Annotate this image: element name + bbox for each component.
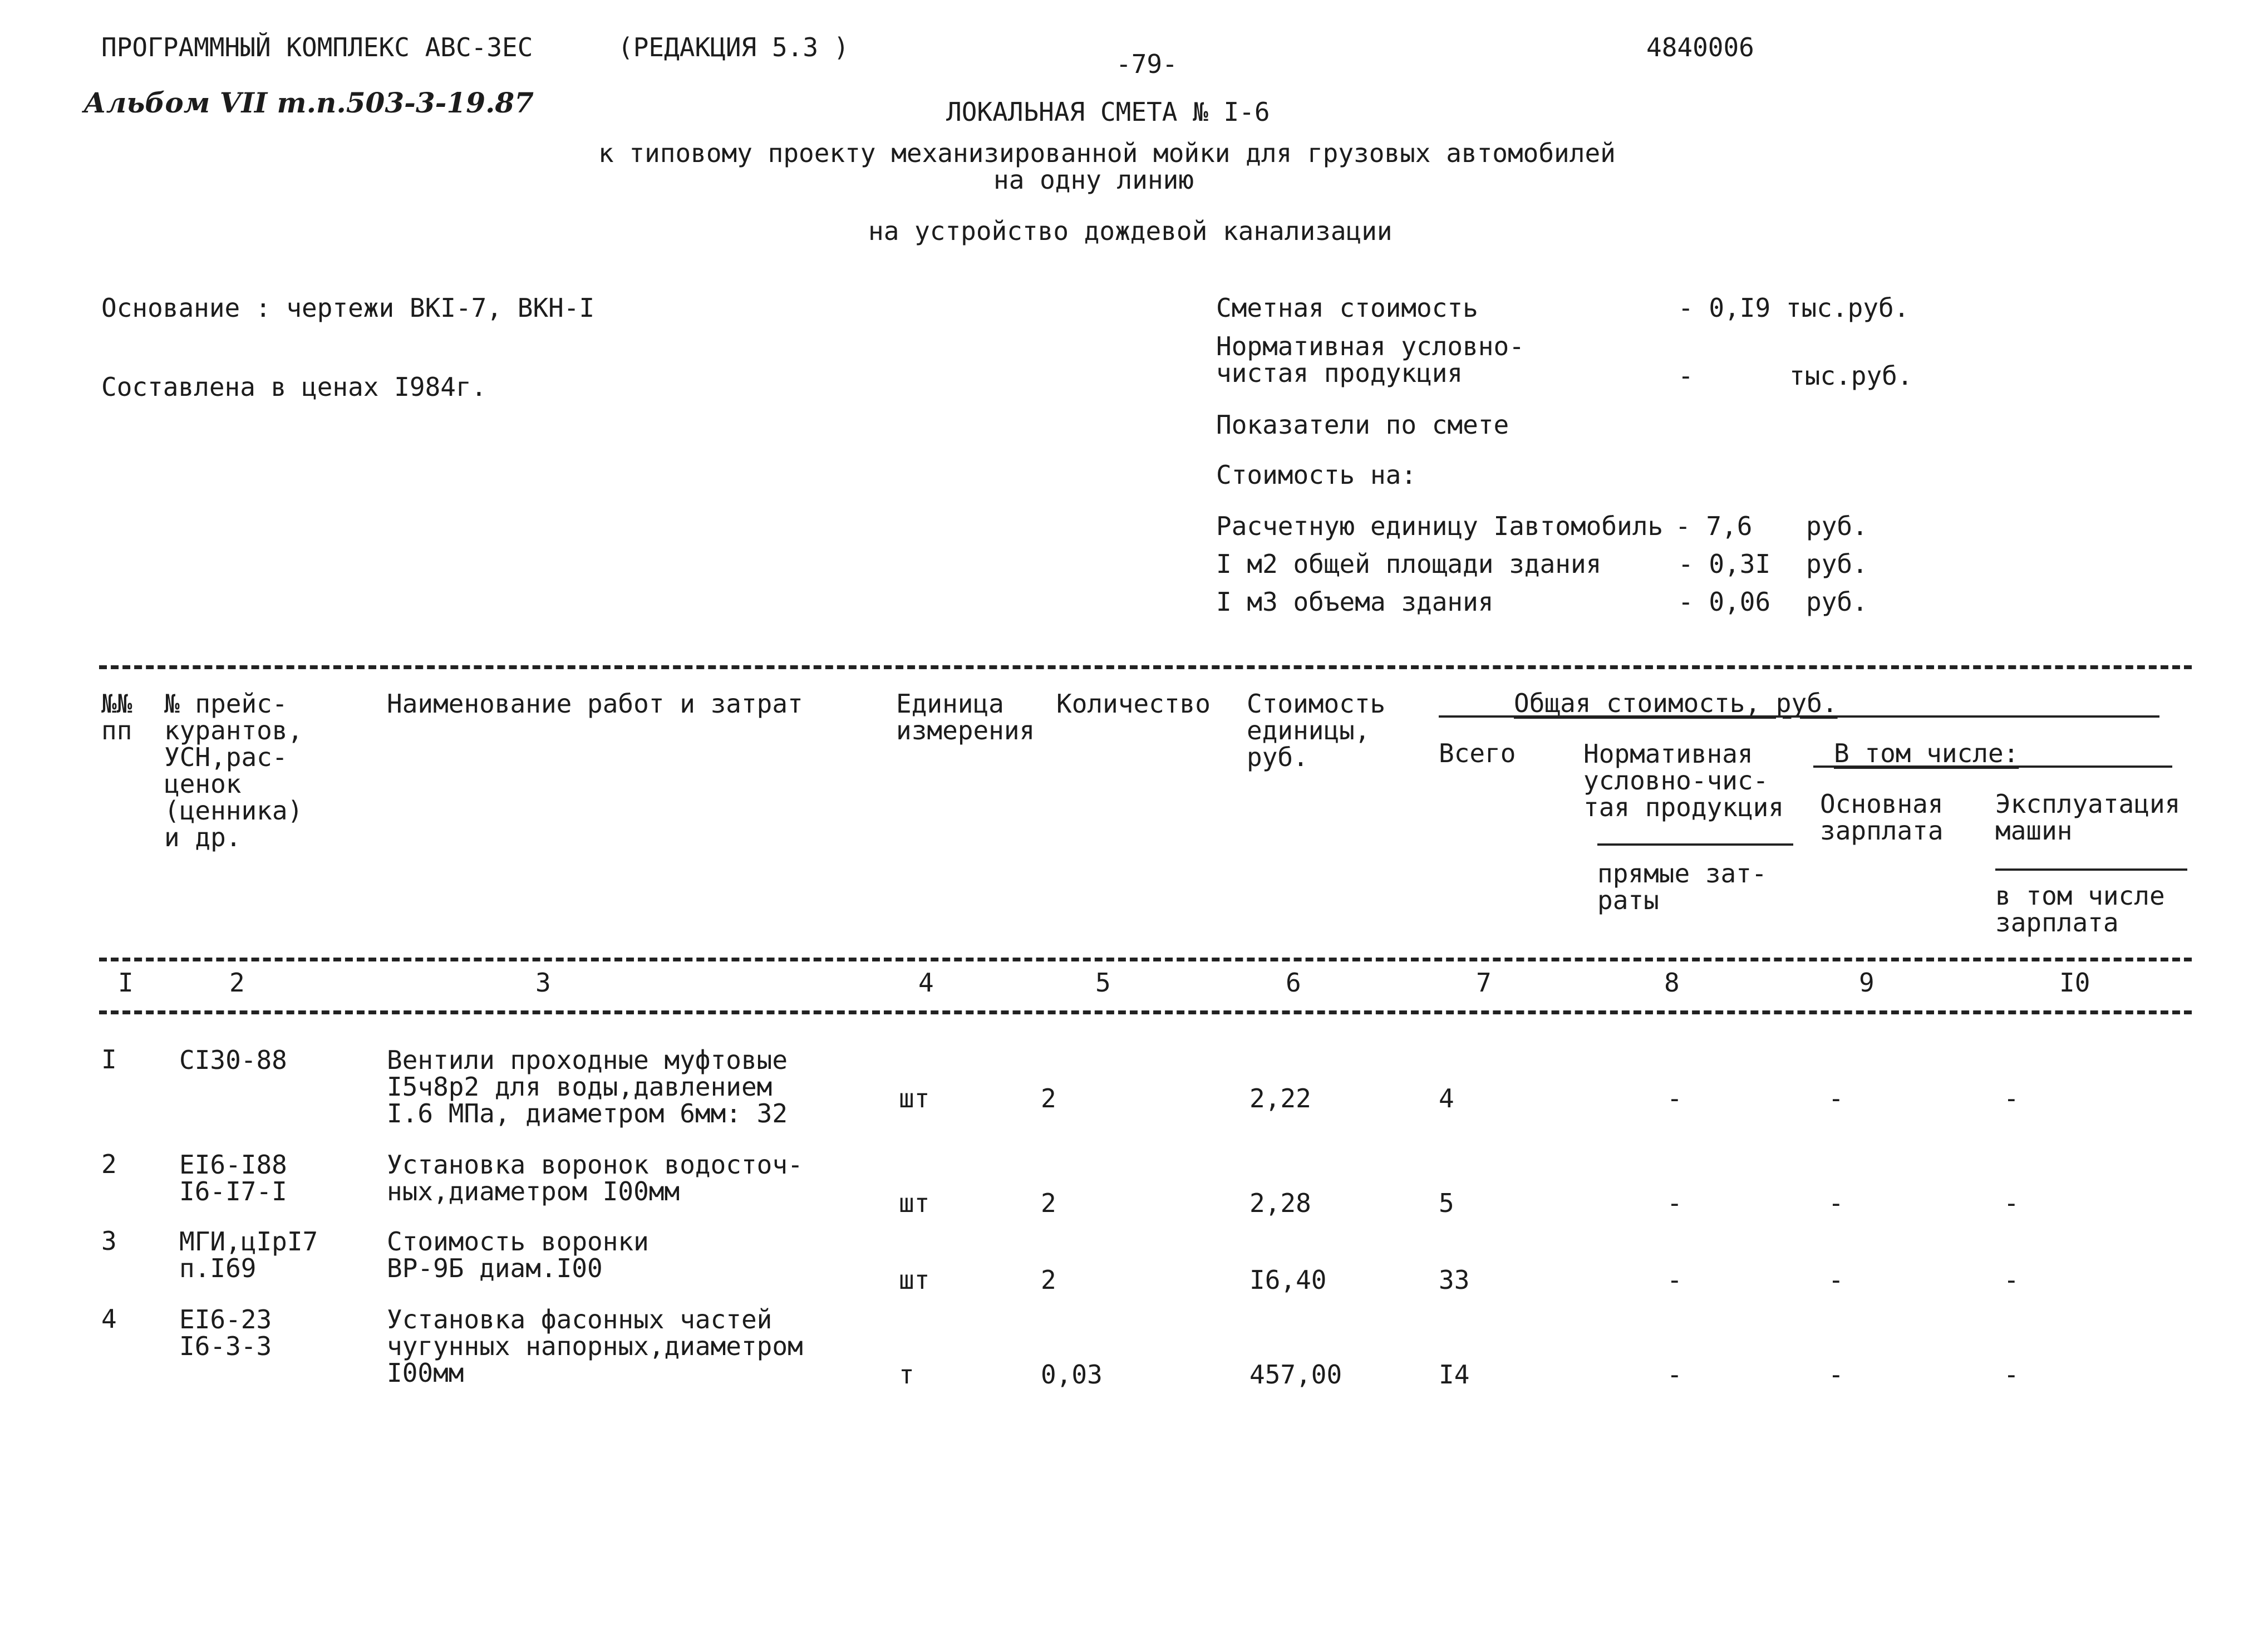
area-value: - 0,3I — [1678, 549, 1771, 579]
col-header-machine-ops: Эксплуатация машин — [1995, 789, 2181, 846]
row-unit: т — [899, 1360, 914, 1390]
row-price-code: EI6-I88 I6-I7-I — [179, 1150, 287, 1206]
area-label: I м2 общей площади здания — [1216, 549, 1602, 579]
row-number: 4 — [101, 1304, 117, 1334]
col-header-direct-costs: прямые зат- раты — [1597, 858, 1767, 915]
normative-product-dash: - — [1678, 361, 1694, 391]
row-unit-cost: I6,40 — [1249, 1265, 1327, 1295]
col-header-price-list: № прейс- курантов, УСН,рас- ценок (ценника) и др. — [164, 689, 303, 852]
column-number: 5 — [1095, 968, 1111, 998]
cost-per-label: Стоимость на: — [1216, 460, 1417, 490]
column-number: 2 — [229, 968, 245, 998]
area-unit: руб. — [1806, 549, 1868, 579]
prices-line: Составлена в ценах I984г. — [101, 372, 487, 402]
estimated-cost-label: Сметная стоимость — [1216, 293, 1478, 323]
row-quantity: 2 — [1041, 1265, 1056, 1295]
estimated-cost-value: - 0,I9 тыс.руб. — [1678, 293, 1910, 323]
normative-product-unit: тыс.руб. — [1789, 361, 1913, 391]
row-normative: - — [1667, 1083, 1682, 1113]
row-total: 5 — [1439, 1188, 1454, 1218]
volume-value: - 0,06 — [1678, 587, 1771, 617]
row-unit: шт — [899, 1265, 930, 1295]
normative-split-rule — [1597, 843, 1793, 846]
row-unit-cost: 457,00 — [1249, 1360, 1342, 1390]
row-work-name: Вентили проходные муфтовые I5ч8р2 для воды,давлением I.6 МПа, диаметром 6мм: 32 — [387, 1045, 788, 1128]
row-number: I — [101, 1044, 117, 1074]
edition-label: (РЕДАКЦИЯ 5.3 ) — [618, 32, 849, 62]
row-total: 4 — [1439, 1083, 1454, 1113]
column-number-rule — [99, 1010, 2192, 1014]
row-base-salary: - — [1828, 1083, 1844, 1113]
header-bottom-rule — [99, 958, 2192, 961]
row-work-name: Установка воронок водосточ- ных,диаметром I00мм — [387, 1150, 803, 1206]
col-header-total: Всего — [1439, 738, 1516, 768]
row-machine-ops: - — [2004, 1188, 2019, 1218]
row-work-name: Стоимость воронки ВР-9Б диам.I00 — [387, 1226, 649, 1283]
title-line-2: на одну линию — [993, 165, 1194, 195]
column-number: 8 — [1664, 968, 1680, 998]
row-total: I4 — [1439, 1360, 1470, 1390]
calc-unit-label: Расчетную единицу Iавтомобиль — [1216, 511, 1664, 541]
table-top-rule — [99, 665, 2192, 669]
column-number: 6 — [1286, 968, 1301, 998]
basis-line: Основание : чертежи ВКI-7, ВКН-I — [101, 293, 595, 323]
column-number: 7 — [1476, 968, 1492, 998]
row-base-salary: - — [1828, 1265, 1844, 1295]
document-code: 4840006 — [1646, 32, 1754, 62]
col-header-base-salary: Основная зарплата — [1820, 789, 1944, 846]
row-number: 3 — [101, 1226, 117, 1256]
total-group-rule — [1439, 715, 2159, 718]
row-work-name: Установка фасонных частей чугунных напорных,диаметром I00мм — [387, 1304, 803, 1388]
row-base-salary: - — [1828, 1188, 1844, 1218]
indicators-label: Показатели по смете — [1216, 410, 1509, 440]
row-unit-cost: 2,22 — [1249, 1083, 1311, 1113]
column-number: 9 — [1859, 968, 1875, 998]
calc-unit-value: - 7,6 — [1675, 511, 1753, 541]
col-header-unit: Единица измерения — [896, 689, 1035, 745]
row-normative: - — [1667, 1360, 1682, 1390]
col-header-number: №№ пп — [101, 689, 132, 745]
column-number: I — [118, 968, 134, 998]
volume-unit: руб. — [1806, 587, 1868, 617]
column-number: 3 — [535, 968, 551, 998]
program-name: ПРОГРАММНЫЙ КОМПЛЕКС АВС-ЗЕС — [101, 32, 533, 62]
col-header-name: Наименование работ и затрат — [387, 689, 803, 719]
row-quantity: 2 — [1041, 1188, 1056, 1218]
row-machine-ops: - — [2004, 1083, 2019, 1113]
album-handwritten-note: Альбом VII т.п.503-3-19.87 — [83, 86, 534, 119]
page-number: -79- — [1116, 49, 1178, 79]
row-number: 2 — [101, 1149, 117, 1179]
col-header-quantity: Количество — [1056, 689, 1211, 719]
row-quantity: 0,03 — [1041, 1360, 1103, 1390]
row-unit-cost: 2,28 — [1249, 1188, 1311, 1218]
machine-ops-split-rule — [1995, 868, 2187, 871]
row-price-code: МГИ,цIpI7 п.I69 — [179, 1226, 318, 1283]
title-line-3: на устройство дождевой канализации — [868, 216, 1393, 246]
column-number: I0 — [2059, 968, 2090, 998]
row-price-code: CI30-88 — [179, 1045, 287, 1075]
volume-label: I м3 объема здания — [1216, 587, 1494, 617]
row-machine-ops: - — [2004, 1360, 2019, 1390]
row-base-salary: - — [1828, 1360, 1844, 1390]
col-header-normative: Нормативная условно-чис- тая продукция — [1583, 739, 1784, 822]
row-normative: - — [1667, 1265, 1682, 1295]
normative-product-label: Нормативная условно- чистая продукция — [1216, 331, 1524, 388]
col-header-machine-salary: в том числе зарплата — [1995, 881, 2165, 938]
estimate-title: ЛОКАЛЬНАЯ СМЕТА № I-6 — [946, 97, 1270, 127]
calc-unit-unit: руб. — [1806, 511, 1868, 541]
row-total: 33 — [1439, 1265, 1470, 1295]
row-unit: шт — [899, 1188, 930, 1218]
row-quantity: 2 — [1041, 1083, 1056, 1113]
column-number: 4 — [918, 968, 934, 998]
row-unit: шт — [899, 1083, 930, 1113]
col-header-unit-cost: Стоимость единицы, руб. — [1247, 689, 1386, 772]
col-header-total-group: Общая стоимость, руб. — [1514, 688, 1838, 718]
row-price-code: EI6-23 I6-3-3 — [179, 1304, 272, 1361]
title-line-1: к типовому проекту механизированной мойки для грузовых автомобилей — [598, 138, 1616, 168]
col-header-including: В том числе: — [1834, 738, 2019, 768]
row-machine-ops: - — [2004, 1265, 2019, 1295]
including-rule — [1813, 765, 2172, 768]
row-normative: - — [1667, 1188, 1682, 1218]
